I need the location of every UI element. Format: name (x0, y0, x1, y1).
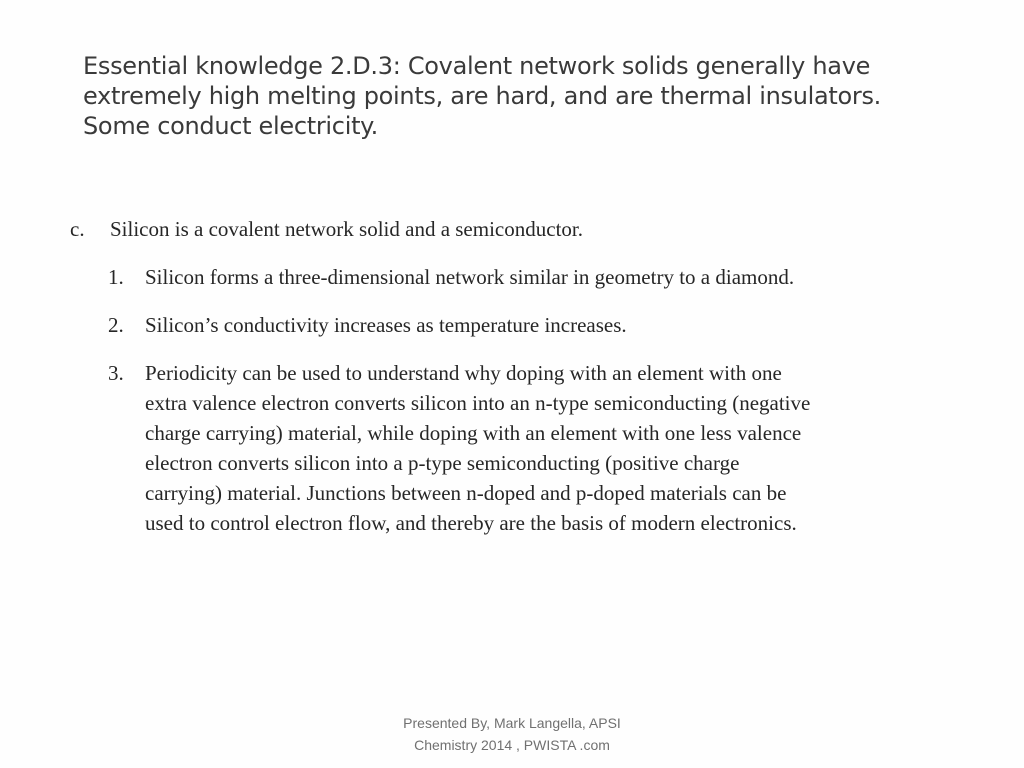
footer-line: Presented By, Mark Langella, APSI (403, 715, 621, 731)
list-item-text (145, 310, 965, 340)
footer-line: Chemistry 2014 , PWISTA .com (414, 737, 610, 753)
list-item-number: 2. (108, 313, 124, 337)
list-item-text (145, 262, 965, 292)
section-label: c. (70, 217, 85, 241)
heading-line: extremely high melting points, are hard, and are thermal insulators. (83, 82, 881, 110)
list-item-line: extra valence electron converts silicon into an n-type semiconducting (negative (145, 391, 811, 415)
presenter-footer (362, 712, 662, 756)
section-statement: Silicon is a covalent network solid and a semiconductor. (110, 217, 583, 241)
list-item-line: carrying) material. Junctions between n-doped and p-doped materials can be (145, 481, 787, 505)
list-item-line: Silicon forms a three-dimensional network similar in geometry to a diamond. (145, 265, 795, 289)
list-item-line: electron converts silicon into a p-type semiconducting (positive charge (145, 451, 740, 475)
list-item-number: 1. (108, 265, 124, 289)
list-item-text (145, 358, 965, 538)
list-item-line: used to control electron flow, and thereby are the basis of modern electronics. (145, 511, 797, 535)
list-item-line: charge carrying) material, while doping with an element with one less valence (145, 421, 802, 445)
heading-line: Essential knowledge 2.D.3: Covalent network solids generally have (83, 52, 871, 80)
essential-knowledge-heading (83, 51, 963, 141)
heading-line: Some conduct electricity. (83, 112, 378, 140)
list-item-line: Periodicity can be used to understand why doping with an element with one (145, 361, 782, 385)
list-item-number: 3. (108, 361, 124, 385)
list-item-line: Silicon’s conductivity increases as temperature increases. (145, 313, 627, 337)
